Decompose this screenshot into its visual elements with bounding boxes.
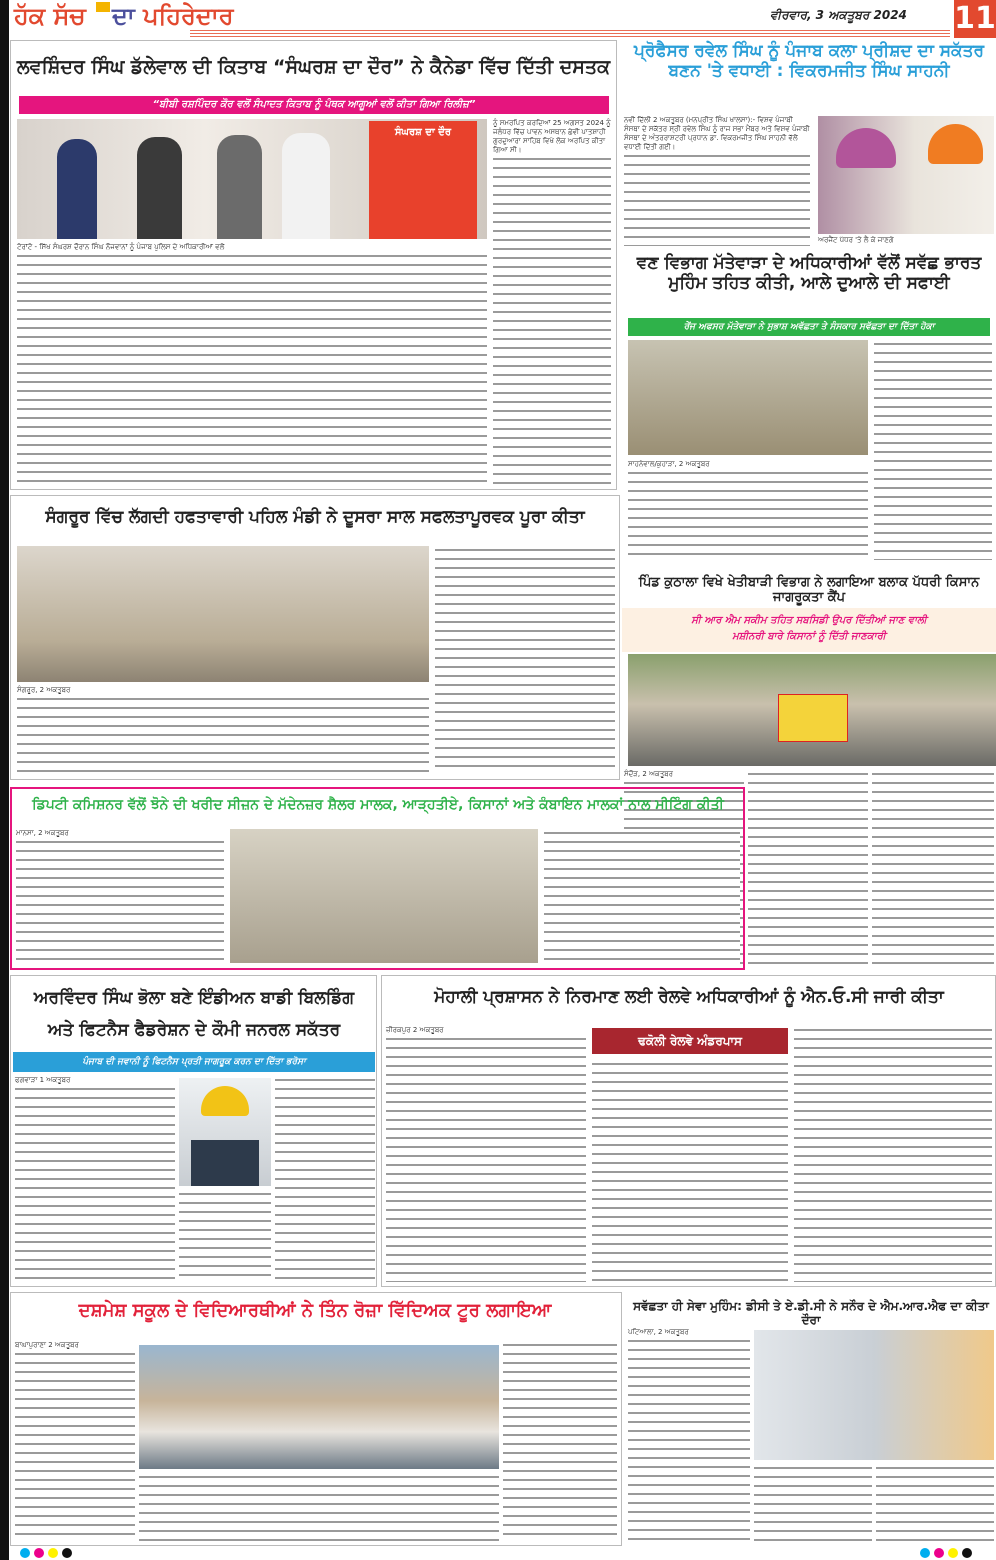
- body-text: [874, 340, 992, 560]
- article-forest-cleanup: [622, 250, 996, 565]
- body-lead: ਨੂੰ ਸਮਰਪਿਤ ਕਰਦਿਆਂ 25 ਅਗਸਤ 2024 ਨੂੰ ਜਲੰਧਰ ਵਿੱਚ ਪਾਵਨ ਅਸਥਾਨ ਛੇਵੀਂ ਪਾਤਸ਼ਾਹੀ ਗੁਰਦੁਆਰਾ ਸਾਹਿਬ ਵਿਖੇ ਲੋਕ ਅਰਪਿਤ ਕੀਤਾ ਗਿਆ ਸੀ।: [493, 119, 611, 154]
- mandi-photo: [17, 546, 429, 682]
- headline-line: ਅਰਵਿੰਦਰ ਸਿੰਘ ਭੋਲਾ ਬਣੇ ਇੰਡੀਅਨ ਬਾਡੀ ਬਿਲਡਿੰਗ: [33, 988, 355, 1008]
- flag-icon: [96, 2, 110, 12]
- body-text: [435, 546, 615, 774]
- headline: ਦਸ਼ਮੇਸ਼ ਸਕੂਲ ਦੇ ਵਿਦਿਆਰਥੀਆਂ ਨੇ ਤਿੰਨ ਰੋਜ਼ਾ ਵਿੱਦਿਅਕ ਟੂਰ ਲਗਾਇਆ: [78, 1300, 552, 1321]
- article-sangrur-mandi: [10, 495, 620, 780]
- subhead-bar: “ਬੀਬੀ ਰਸ਼ਪਿੰਦਰ ਕੌਰ ਵਲੋਂ ਸੰਪਾਦਤ ਕਿਤਾਬ ਨੂੰ ਪੰਥਕ ਆਗੂਆਂ ਵਲੋਂ ਕੀਤਾ ਗਿਆ ਰਿਲੀਜ਼”: [19, 96, 609, 114]
- portrait-photo: [818, 116, 994, 234]
- body-text: [179, 1190, 271, 1282]
- body-text: [15, 1341, 135, 1541]
- body-lead: ਨਵੀਂ ਦਿੱਲੀ 2 ਅਕਤੂਬਰ (ਮਨਪ੍ਰੀਤ ਸਿੰਘ ਖਾਲਸਾ):- ਵਿਸ਼ਵ ਪੰਜਾਬੀ ਸੰਸਥਾ ਦੇ ਸਕੱਤਰ ਸ੍ਰੀ ਰਵੇਲ ਸਿੰਘ ਨੂੰ ਰਾਜ ਸਭਾ ਮੈਂਬਰ ਅਤੇ ਵਿਸ਼ਵ ਪੰਜਾਬੀ ਸੰਸਥਾ ਦੇ ਅੰਤਰਰਾਸ਼ਟਰੀ ਪ੍ਰਧਾਨ ਡਾ. ਵਿਕਰਮਜੀਤ ਸਿੰਘ ਸਾਹਨੀ ਵੱਲੋਂ ਵਧਾਈ ਦਿੱਤੀ ਗਈ।: [624, 116, 810, 151]
- body-lead: ਸੰਗਰੂਰ, 2 ਅਕਤੂਬਰ: [17, 686, 429, 695]
- body-text: [754, 1464, 872, 1542]
- body-lead: ਬਾਘਾਪੁਰਾਣਾ 2 ਅਕਤੂਬਰ: [15, 1341, 135, 1350]
- registration-mark: [920, 1548, 930, 1558]
- body-text: [748, 770, 868, 966]
- body-text: [17, 686, 429, 774]
- logo-text: ਦਾ: [111, 2, 135, 30]
- issue-date: ਵੀਰਵਾਰ, 3 ਅਕਤੂਬਰ 2024: [770, 8, 907, 22]
- body-text: [139, 1473, 499, 1541]
- body-lead: ਟੋਰਾਂਟੋ - ਸਿੱਖ ਸੰਘਰਸ਼ ਦੌਰਾਨ ਸਿੰਘ ਨੌਜਵਾਨਾਂ ਨੂੰ ਪੰਜਾਬ ਪੁਲਿਸ ਦੇ ਅਧਿਕਾਰੀਆਂ ਵਲੋਂ: [17, 243, 487, 252]
- page-number: 11: [954, 1, 996, 36]
- subhead-bar: ਰੇਂਜ ਅਫਸਰ ਮੱਤੇਵਾੜਾ ਨੇ ਸੁਭਾਸ਼ ਅਵੱਛਤਾ ਤੇ ਸੰਸਕਾਰ ਸਵੱਛਤਾ ਦਾ ਦਿੱਤਾ ਹੋਕਾ: [628, 318, 990, 336]
- headline: ਵਣ ਵਿਭਾਗ ਮੱਤੇਵਾੜਾ ਦੇ ਅਧਿਕਾਰੀਆਂ ਵੱਲੋਂ ਸਵੱਛ ਭਾਰਤ ਮੁਹਿੰਮ ਤਹਿਤ ਕੀਤੀ, ਆਲੇ ਦੁਆਲੇ ਦੀ ਸਫਾਈ: [636, 253, 982, 293]
- body-text: [592, 1060, 788, 1282]
- masthead-logo: [14, 2, 234, 30]
- body-lead: ਸਾਹਨੇਵਾਲ/ਕੁਹਾੜਾ, 2 ਅਕਤੂਬਰ: [628, 460, 868, 469]
- body-text: [17, 243, 487, 487]
- subhead-box: [622, 608, 996, 652]
- body-text: [794, 1026, 992, 1282]
- subhead-line: ਮਸ਼ੀਨਰੀ ਬਾਰੇ ਕਿਸਾਨਾਂ ਨੂੰ ਦਿੱਤੀ ਜਾਣਕਾਰੀ: [732, 631, 886, 642]
- registration-mark: [934, 1548, 944, 1558]
- body-text: [544, 829, 740, 965]
- article-dashmesh-school: [10, 1292, 622, 1546]
- headline: ਡਿਪਟੀ ਕਮਿਸ਼ਨਰ ਵੱਲੋਂ ਝੋਨੇ ਦੀ ਖਰੀਦ ਸੀਜ਼ਨ ਦੇ ਮੱਦੇਨਜ਼ਰ ਸ਼ੈਲਰ ਮਾਲਕ, ਆੜ੍ਹਤੀਏ, ਕਿਸਾਨਾਂ ਅਤੇ ਕੰਬਾਇਨ ਮਾਲਕਾਂ ਨਾਲ ਮੀਟਿੰਗ ਕੀਤੀ: [32, 797, 724, 813]
- headline: ਮੋਹਾਲੀ ਪ੍ਰਸ਼ਾਸਨ ਨੇ ਨਿਰਮਾਣ ਲਈ ਰੇਲਵੇ ਅਧਿਕਾਰੀਆਂ ਨੂੰ ਐਨ.ਓ.ਸੀ ਜਾਰੀ ਕੀਤਾ: [434, 987, 944, 1007]
- logo-text: ਹੱਕ ਸੱਚ: [14, 2, 86, 30]
- photo-caption: ਅਰਜੈਂਟ ਪੱਧਰ 'ਤੇ ਲੈ ਕੇ ਜਾਣਗੇ: [818, 236, 894, 244]
- subhead-line: ਸੀ ਆਰ ਐਮ ਸਕੀਮ ਤਹਿਤ ਸਬਸਿਡੀ ਉਪਰ ਦਿੱਤੀਆਂ ਜਾਣ ਵਾਲੀ: [691, 615, 927, 626]
- headline: [13, 982, 375, 1046]
- body-text: [503, 1341, 617, 1541]
- body-text: [16, 829, 224, 965]
- registration-mark: [948, 1548, 958, 1558]
- headline-line: ਅਤੇ ਫਿਟਨੈਸ ਫੈਡਰੇਸ਼ਨ ਦੇ ਕੌਮੀ ਜਨਰਲ ਸਕੱਤਰ: [47, 1020, 341, 1040]
- body-lead: ਪਟਿਆਲਾ, 2 ਅਕਤੂਬਰ: [628, 1328, 750, 1337]
- meeting-photo: [230, 829, 538, 963]
- body-lead: ਸੰਦੌੜ, 2 ਅਕਤੂਬਰ: [624, 770, 744, 779]
- registration-mark: [34, 1548, 44, 1558]
- masthead-rules: [190, 30, 950, 38]
- body-text: [624, 116, 810, 246]
- body-text: [275, 1076, 375, 1282]
- label-box: ਢਕੋਲੀ ਰੇਲਵੇ ਅੰਡਰਪਾਸ: [592, 1028, 788, 1054]
- cleanup-photo: [628, 340, 868, 455]
- event-photo: [17, 119, 487, 239]
- book-cover: [369, 121, 477, 239]
- body-text: [628, 460, 868, 560]
- registration-mark: [48, 1548, 58, 1558]
- body-text: [386, 1026, 586, 1282]
- body-text: [493, 119, 611, 487]
- students-photo: [139, 1345, 499, 1469]
- headline: ਸਵੱਛਤਾ ਹੀ ਸੇਵਾ ਮੁਹਿੰਮ: ਡੀਸੀ ਤੇ ਏ.ਡੀ.ਸੀ ਨੇ ਸਨੌਰ ਦੇ ਐਮ.ਆਰ.ਐਫ ਦਾ ਕੀਤਾ ਦੌਰਾ: [633, 1299, 989, 1327]
- body-lead: ਫਗਵਾੜਾ 1 ਅਕਤੂਬਰ: [15, 1076, 175, 1085]
- body-lead: ਜ਼ੀਰਕਪੁਰ 2 ਅਕਤੂਬਰ: [386, 1026, 586, 1035]
- body-text: [15, 1076, 175, 1282]
- headline: ਪ੍ਰੋਫੈਸਰ ਰਵੇਲ ਸਿੰਘ ਨੂੰ ਪੰਜਾਬ ਕਲਾ ਪ੍ਰੀਸ਼ਦ ਦਾ ਸਕੱਤਰ ਬਣਨ 'ਤੇ ਵਧਾਈ : ਵਿਕਰਮਜੀਤ ਸਿੰਘ ਸਾਹਨੀ: [633, 41, 985, 81]
- body-lead: ਮਾਨਸਾ, 2 ਅਕਤੂਬਰ: [16, 829, 224, 838]
- body-text: [628, 1328, 750, 1542]
- camp-photo: [628, 654, 996, 766]
- registration-mark: [62, 1548, 72, 1558]
- logo-text: ਪਹਿਰੇਦਾਰ: [143, 2, 234, 30]
- article-bodybuilding: [10, 975, 377, 1287]
- inspection-photo: [754, 1330, 994, 1460]
- headline: ਸੰਗਰੂਰ ਵਿੱਚ ਲੱਗਦੀ ਹਫਤਾਵਾਰੀ ਪਹਿਲ ਮੰਡੀ ਨੇ ਦੂਸਰਾ ਸਾਲ ਸਫਲਤਾਪੂਰਵਕ ਪੂਰਾ ਕੀਤਾ: [45, 507, 585, 527]
- registration-mark: [20, 1548, 30, 1558]
- body-text: [876, 1464, 994, 1542]
- body-text: [872, 770, 994, 966]
- registration-mark: [962, 1548, 972, 1558]
- article-book-release: [10, 40, 617, 490]
- subhead-bar: ਪੰਜਾਬ ਦੀ ਜਵਾਨੀ ਨੂੰ ਫਿਟਨੈਸ ਪ੍ਰਤੀ ਜਾਗਰੂਕ ਕਰਨ ਦਾ ਦਿੱਤਾ ਭਰੋਸਾ: [13, 1052, 375, 1072]
- article-ravel-singh: [622, 40, 996, 248]
- book-title: ਸੰਘਰਸ਼ ਦਾ ਦੌਰ: [394, 127, 452, 138]
- article-mohali-railway: [381, 975, 996, 1287]
- headline: ਪਿੰਡ ਕੁਠਾਲਾ ਵਿਖੇ ਖੇਤੀਬਾੜੀ ਵਿਭਾਗ ਨੇ ਲਗਾਇਆ ਬਲਾਕ ਪੱਧਰੀ ਕਿਸਾਨ ਜਾਗਰੂਕਤਾ ਕੈਂਪ: [638, 575, 980, 605]
- headline: ਲਵਸ਼ਿੰਦਰ ਸਿੰਘ ਡੱਲੇਵਾਲ ਦੀ ਕਿਤਾਬ “ਸੰਘਰਸ਼ ਦਾ ਦੌਰ” ਨੇ ਕੈਨੇਡਾ ਵਿੱਚ ਦਿੱਤੀ ਦਸਤਕ: [16, 56, 611, 78]
- page-edge: [0, 0, 9, 1560]
- article-dc-meeting: [10, 787, 745, 970]
- portrait-photo: [179, 1078, 271, 1186]
- article-swachhta: [626, 1292, 996, 1546]
